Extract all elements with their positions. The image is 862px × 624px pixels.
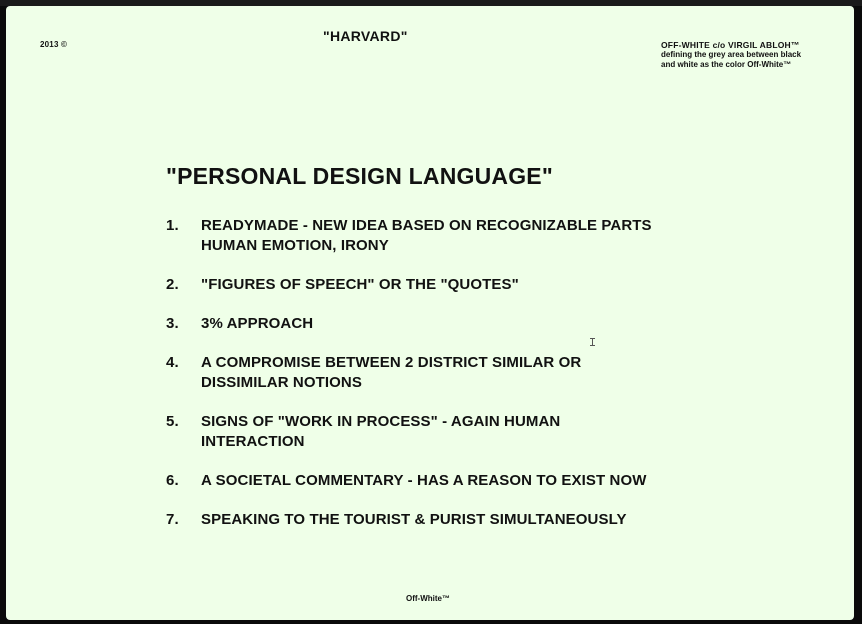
item-number: 2. [166,276,179,293]
item-text: SPEAKING TO THE TOURIST & PURIST SIMULTANEOUSLY [201,511,627,528]
brand-block [661,40,851,70]
item-text [201,412,726,452]
brand-line: OFF-WHITE c/o VIRGIL ABLOH™ [661,40,800,50]
item-number: 4. [166,354,179,371]
item-line: HUMAN EMOTION, IRONY [201,237,389,254]
slide-heading: "PERSONAL DESIGN LANGUAGE" [166,163,553,189]
slide-header-title: "HARVARD" [323,28,408,44]
item-number: 3. [166,315,179,332]
item-text: "FIGURES OF SPEECH" OR THE "QUOTES" [201,276,519,293]
item-number: 7. [166,511,179,528]
footer-brand: Off-White™ [406,594,450,603]
copyright-year: 2013 © [40,40,68,49]
item-text: A SOCIETAL COMMENTARY - HAS A REASON TO EXIST NOW [201,472,647,489]
item-number: 6. [166,472,179,489]
item-line: READYMADE - NEW IDEA BASED ON RECOGNIZABLE PARTS [201,217,652,234]
item-line: A COMPROMISE BETWEEN 2 DISTRICT SIMILAR OR [201,354,582,371]
brand-tagline-1: defining the grey area between black [661,50,802,59]
text-cursor-icon [590,337,596,347]
item-line: INTERACTION [201,433,305,450]
item-line: DISSIMILAR NOTIONS [201,374,362,391]
brand-tagline-2: and white as the color Off-White™ [661,60,792,69]
item-number: 5. [166,413,179,430]
item-line: SIGNS OF "WORK IN PROCESS" - AGAIN HUMAN [201,413,561,430]
item-text: 3% APPROACH [201,315,314,332]
item-text [201,216,726,256]
item-number: 1. [166,217,179,234]
presentation-slide [6,6,854,620]
item-text [201,353,726,393]
